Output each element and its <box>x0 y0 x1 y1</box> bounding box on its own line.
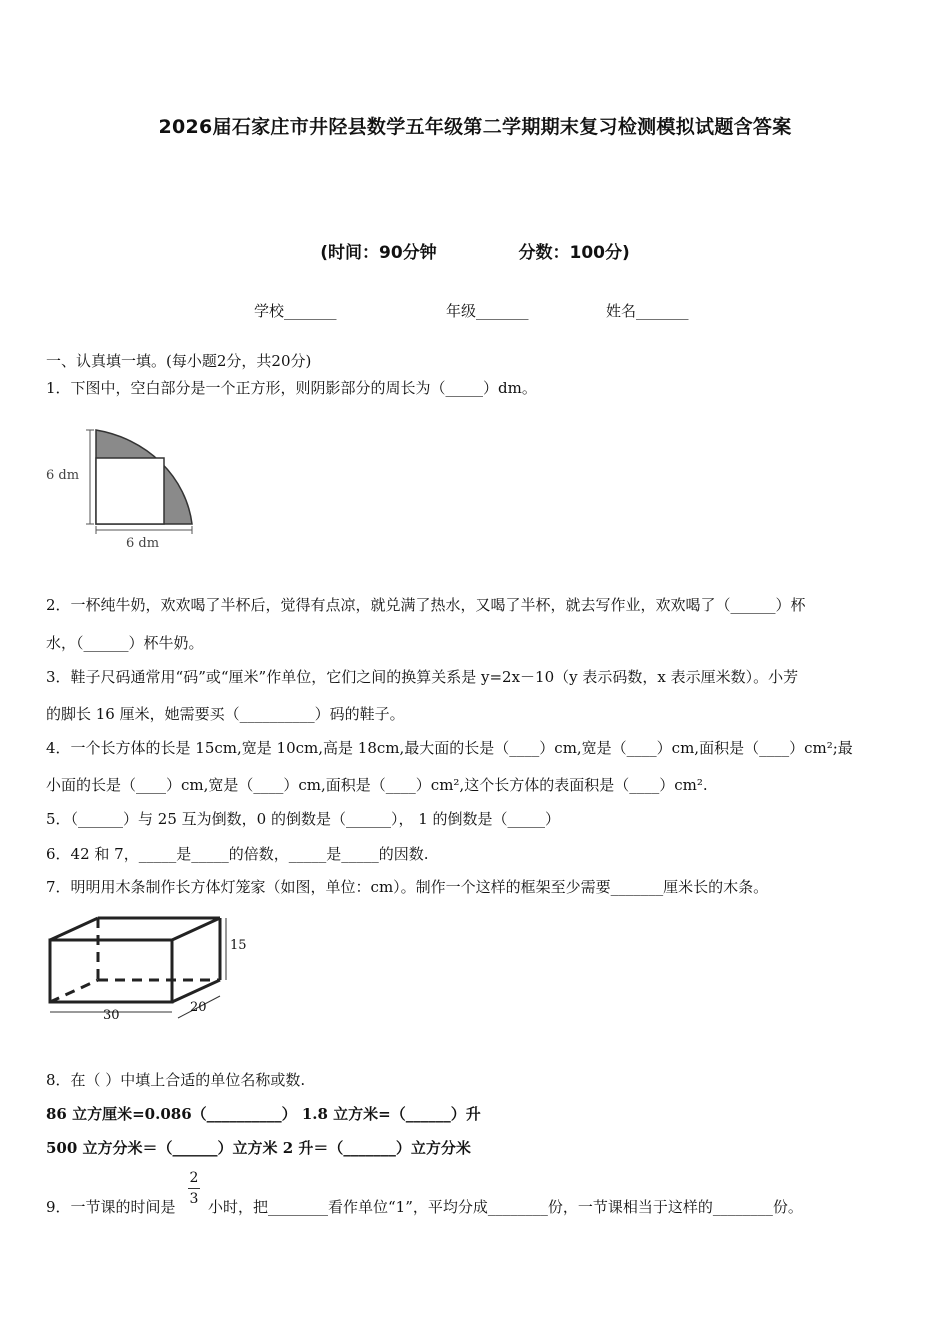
figure1-left-label: 6 dm <box>46 468 80 483</box>
cuboid-height-label: 15 <box>230 938 247 953</box>
question-3-line-1: 3．鞋子尺码通常用“码”或“厘米”作单位，它们之间的换算关系是 y=2x－10（y 表示码数，x 表示厘米数）。小芳 <box>46 668 799 686</box>
cuboid-width-label: 20 <box>190 1000 207 1015</box>
question-4-line-1: 4．一个长方体的长是 15cm,宽是 10cm,高是 18cm,最大面的长是（____）cm,宽是（____）cm,面积是（____）cm²;最 <box>46 739 853 757</box>
question-7: 7．明明用木条制作长方体灯笼家（如图，单位：cm）。制作一个这样的框架至少需要_______厘米长的木条。 <box>46 878 769 896</box>
question-9-start: 9．一节课的时间是 <box>46 1198 176 1216</box>
question-6: 6．42 和 7，_____是_____的倍数，_____是_____的因数. <box>46 845 429 863</box>
question-8-line-1: 86 立方厘米=0.086（__________） 1.8 立方米=（______）升 <box>46 1105 481 1123</box>
question-2-line-2: 水，（______）杯牛奶。 <box>46 634 204 652</box>
fraction-denominator: 3 <box>189 1191 199 1207</box>
figure-cuboid <box>40 908 260 1030</box>
name-field: 姓名_______ <box>606 302 689 320</box>
section1-heading: 一、认真填一填。(每小题2分，共20分) <box>46 352 312 370</box>
grade-field: 年级_______ <box>446 302 529 320</box>
exam-info <box>0 238 950 263</box>
page-title: 2026届石家庄市井陉县数学五年级第二学期期末复习检测模拟试题含答案 <box>158 116 792 138</box>
exam-score: 分数：100分) <box>518 243 630 263</box>
question-3-line-2: 的脚长 16 厘米，她需要买（__________）码的鞋子。 <box>46 705 405 723</box>
school-field: 学校_______ <box>254 302 337 320</box>
fraction-two-thirds <box>188 1170 200 1207</box>
question-8-line-2: 500 立方分米＝（______）立方米 2 升＝（_______）立方分米 <box>46 1139 471 1157</box>
question-8: 8．在（ ）中填上合适的单位名称或数. <box>46 1071 306 1089</box>
fraction-numerator: 2 <box>189 1170 199 1186</box>
question-9-end: 小时，把________看作单位“1”，平均分成________份，一节课相当于这样的________份。 <box>208 1198 803 1216</box>
question-2-line-1: 2．一杯纯牛奶，欢欢喝了半杯后，觉得有点凉，就兑满了热水，又喝了半杯，就去写作业，欢欢喝了（______）杯 <box>46 596 806 614</box>
question-1: 1．下图中，空白部分是一个正方形，则阴影部分的周长为（_____）dm。 <box>46 379 537 397</box>
question-4-line-2: 小面的长是（____）cm,宽是（____）cm,面积是（____）cm²,这个长方体的表面积是（____）cm². <box>46 776 708 794</box>
figure-quarter-circle <box>44 420 204 560</box>
question-5: 5．（______）与 25 互为倒数，0 的倒数是（______）， 1 的倒数是（_____） <box>46 810 561 828</box>
cuboid-length-label: 30 <box>103 1008 120 1023</box>
figure1-bottom-label: 6 dm <box>126 536 160 551</box>
exam-time: (时间：90分钟 <box>320 243 437 263</box>
